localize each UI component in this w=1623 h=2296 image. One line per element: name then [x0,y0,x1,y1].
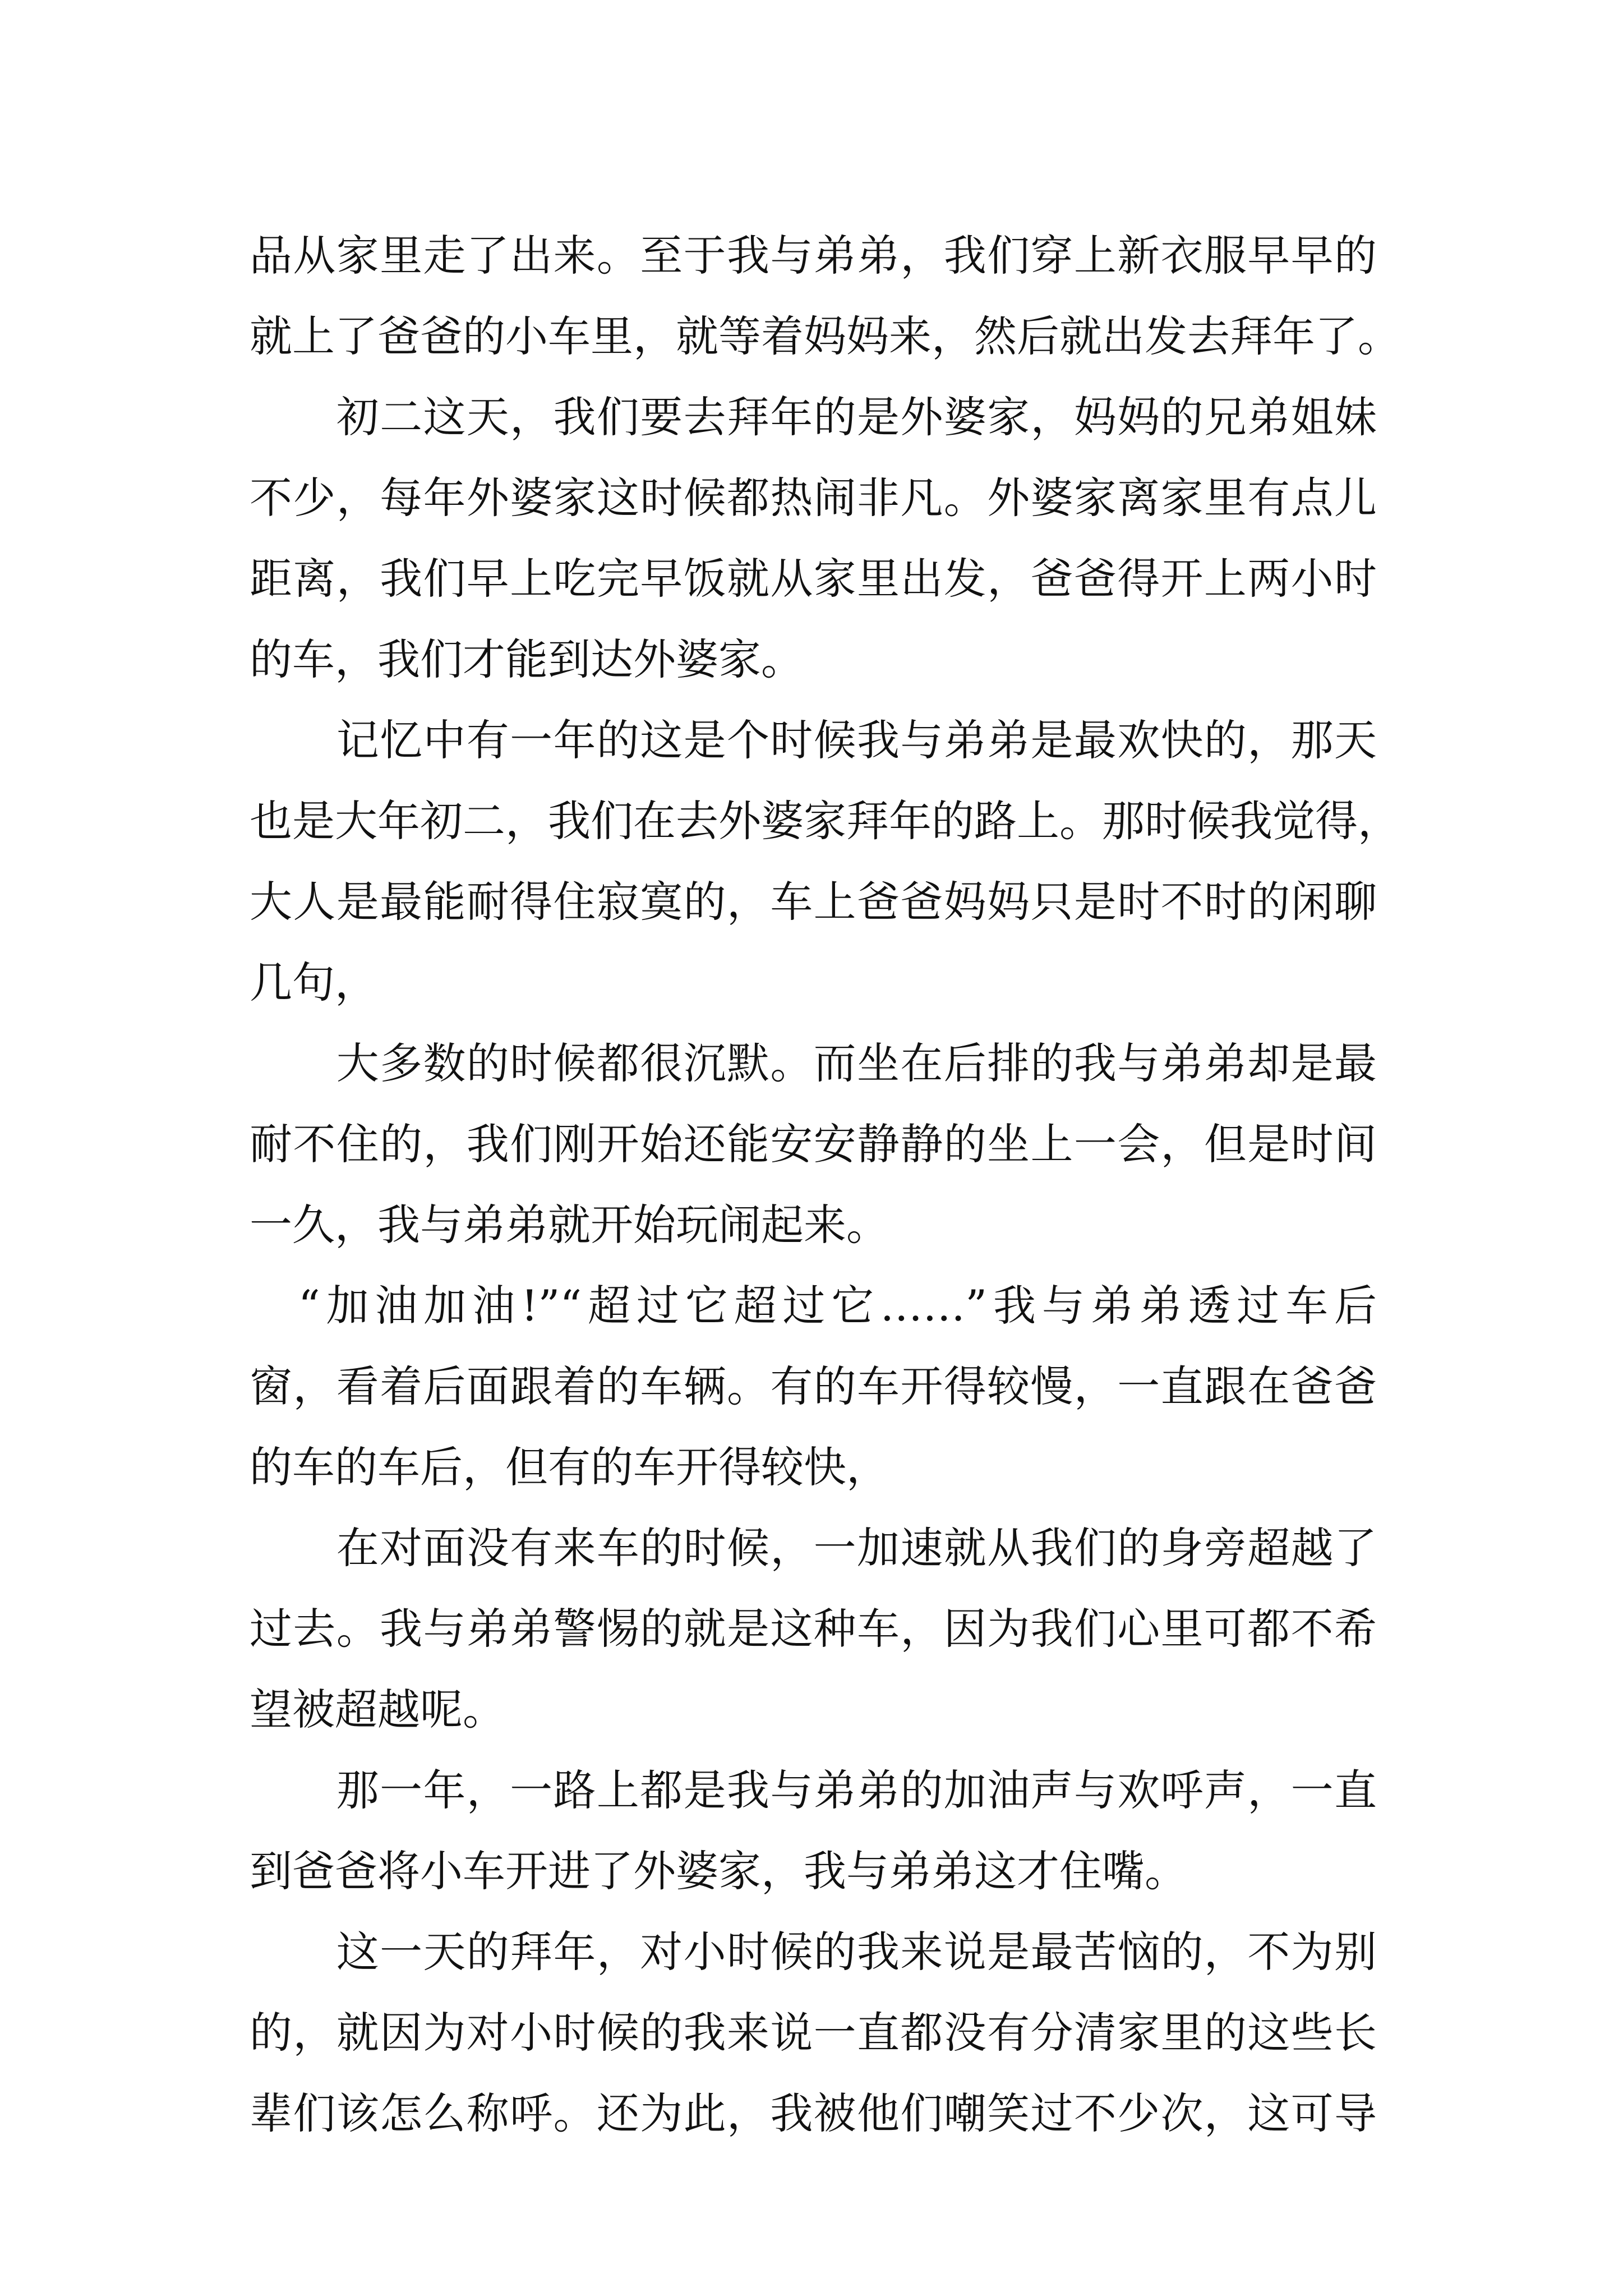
paragraph [250,215,1400,377]
text-line: 品从家里走了出来。至于我与弟弟，我们穿上新衣服早早的 [250,231,1377,280]
text-line: 过去。我与弟弟警惕的就是这种车，因为我们心里可都不希 [250,1604,1377,1654]
text-line: 初二这天，我们要去拜年的是外婆家，妈妈的兄弟姐妹 [250,392,1377,442]
paragraph [250,1750,1377,1912]
text-line: 那一年，一路上都是我与弟弟的加油声与欢呼声，一直 [250,1765,1377,1815]
text-line: 窗，看着后面跟着的车辆。有的车开得较慢，一直跟在爸爸 [250,1361,1377,1411]
text-line: 这一天的拜年，对小时候的我来说是最苦恼的，不为别 [250,1927,1377,1977]
paragraph [250,1023,1377,1266]
text-line: 耐不住的，我们刚开始还能安安静静的坐上一会，但是时间 [250,1119,1377,1169]
text-line: 不少，每年外婆家这时候都热闹非凡。外婆家离家里有点儿 [250,473,1377,523]
text-line: 望被超越呢。 [250,1685,505,1734]
text-line: 一久，我与弟弟就开始玩闹起来。 [250,1200,889,1250]
text-line: 大人是最能耐得住寂寞的，车上爸爸妈妈只是时不时的闲聊 [250,877,1377,927]
text-line: 大多数的时候都很沉默。而坐在后排的我与弟弟却是最 [250,1038,1377,1088]
text-line: 也是大年初二，我们在去外婆家拜年的路上。那时候我觉得， [250,796,1400,846]
document-body [250,215,1400,2154]
text-line: 的车，我们才能到达外婆家。 [250,634,804,684]
text-line: 距离，我们早上吃完早饭就从家里出发，爸爸得开上两小时 [250,554,1377,604]
paragraph [250,700,1400,1023]
text-line: 辈们该怎么称呼。还为此，我被他们嘲笑过不少次，这可导 [250,2088,1377,2138]
paragraph [250,1912,1377,2154]
paragraph [250,1508,1377,1750]
text-line: 的车的车后，但有的车开得较快， [250,1442,889,1492]
text-line: “加油加油!”“超过它超过它……”我与弟弟透过车后 [250,1281,1377,1331]
paragraph [250,1266,1377,1508]
text-line: 在对面没有来车的时候，一加速就从我们的身旁超越了 [250,1523,1377,1573]
text-line: 几句， [250,958,377,1007]
text-line: 的，就因为对小时候的我来说一直都没有分清家里的这些长 [250,2008,1377,2058]
paragraph [250,377,1377,700]
text-line: 记忆中有一年的这是个时候我与弟弟是最欢快的，那天 [250,715,1377,765]
text-line: 就上了爸爸的小车里，就等着妈妈来，然后就出发去拜年了。 [250,311,1400,361]
text-line: 到爸爸将小车开进了外婆家，我与弟弟这才住嘴。 [250,1846,1187,1896]
